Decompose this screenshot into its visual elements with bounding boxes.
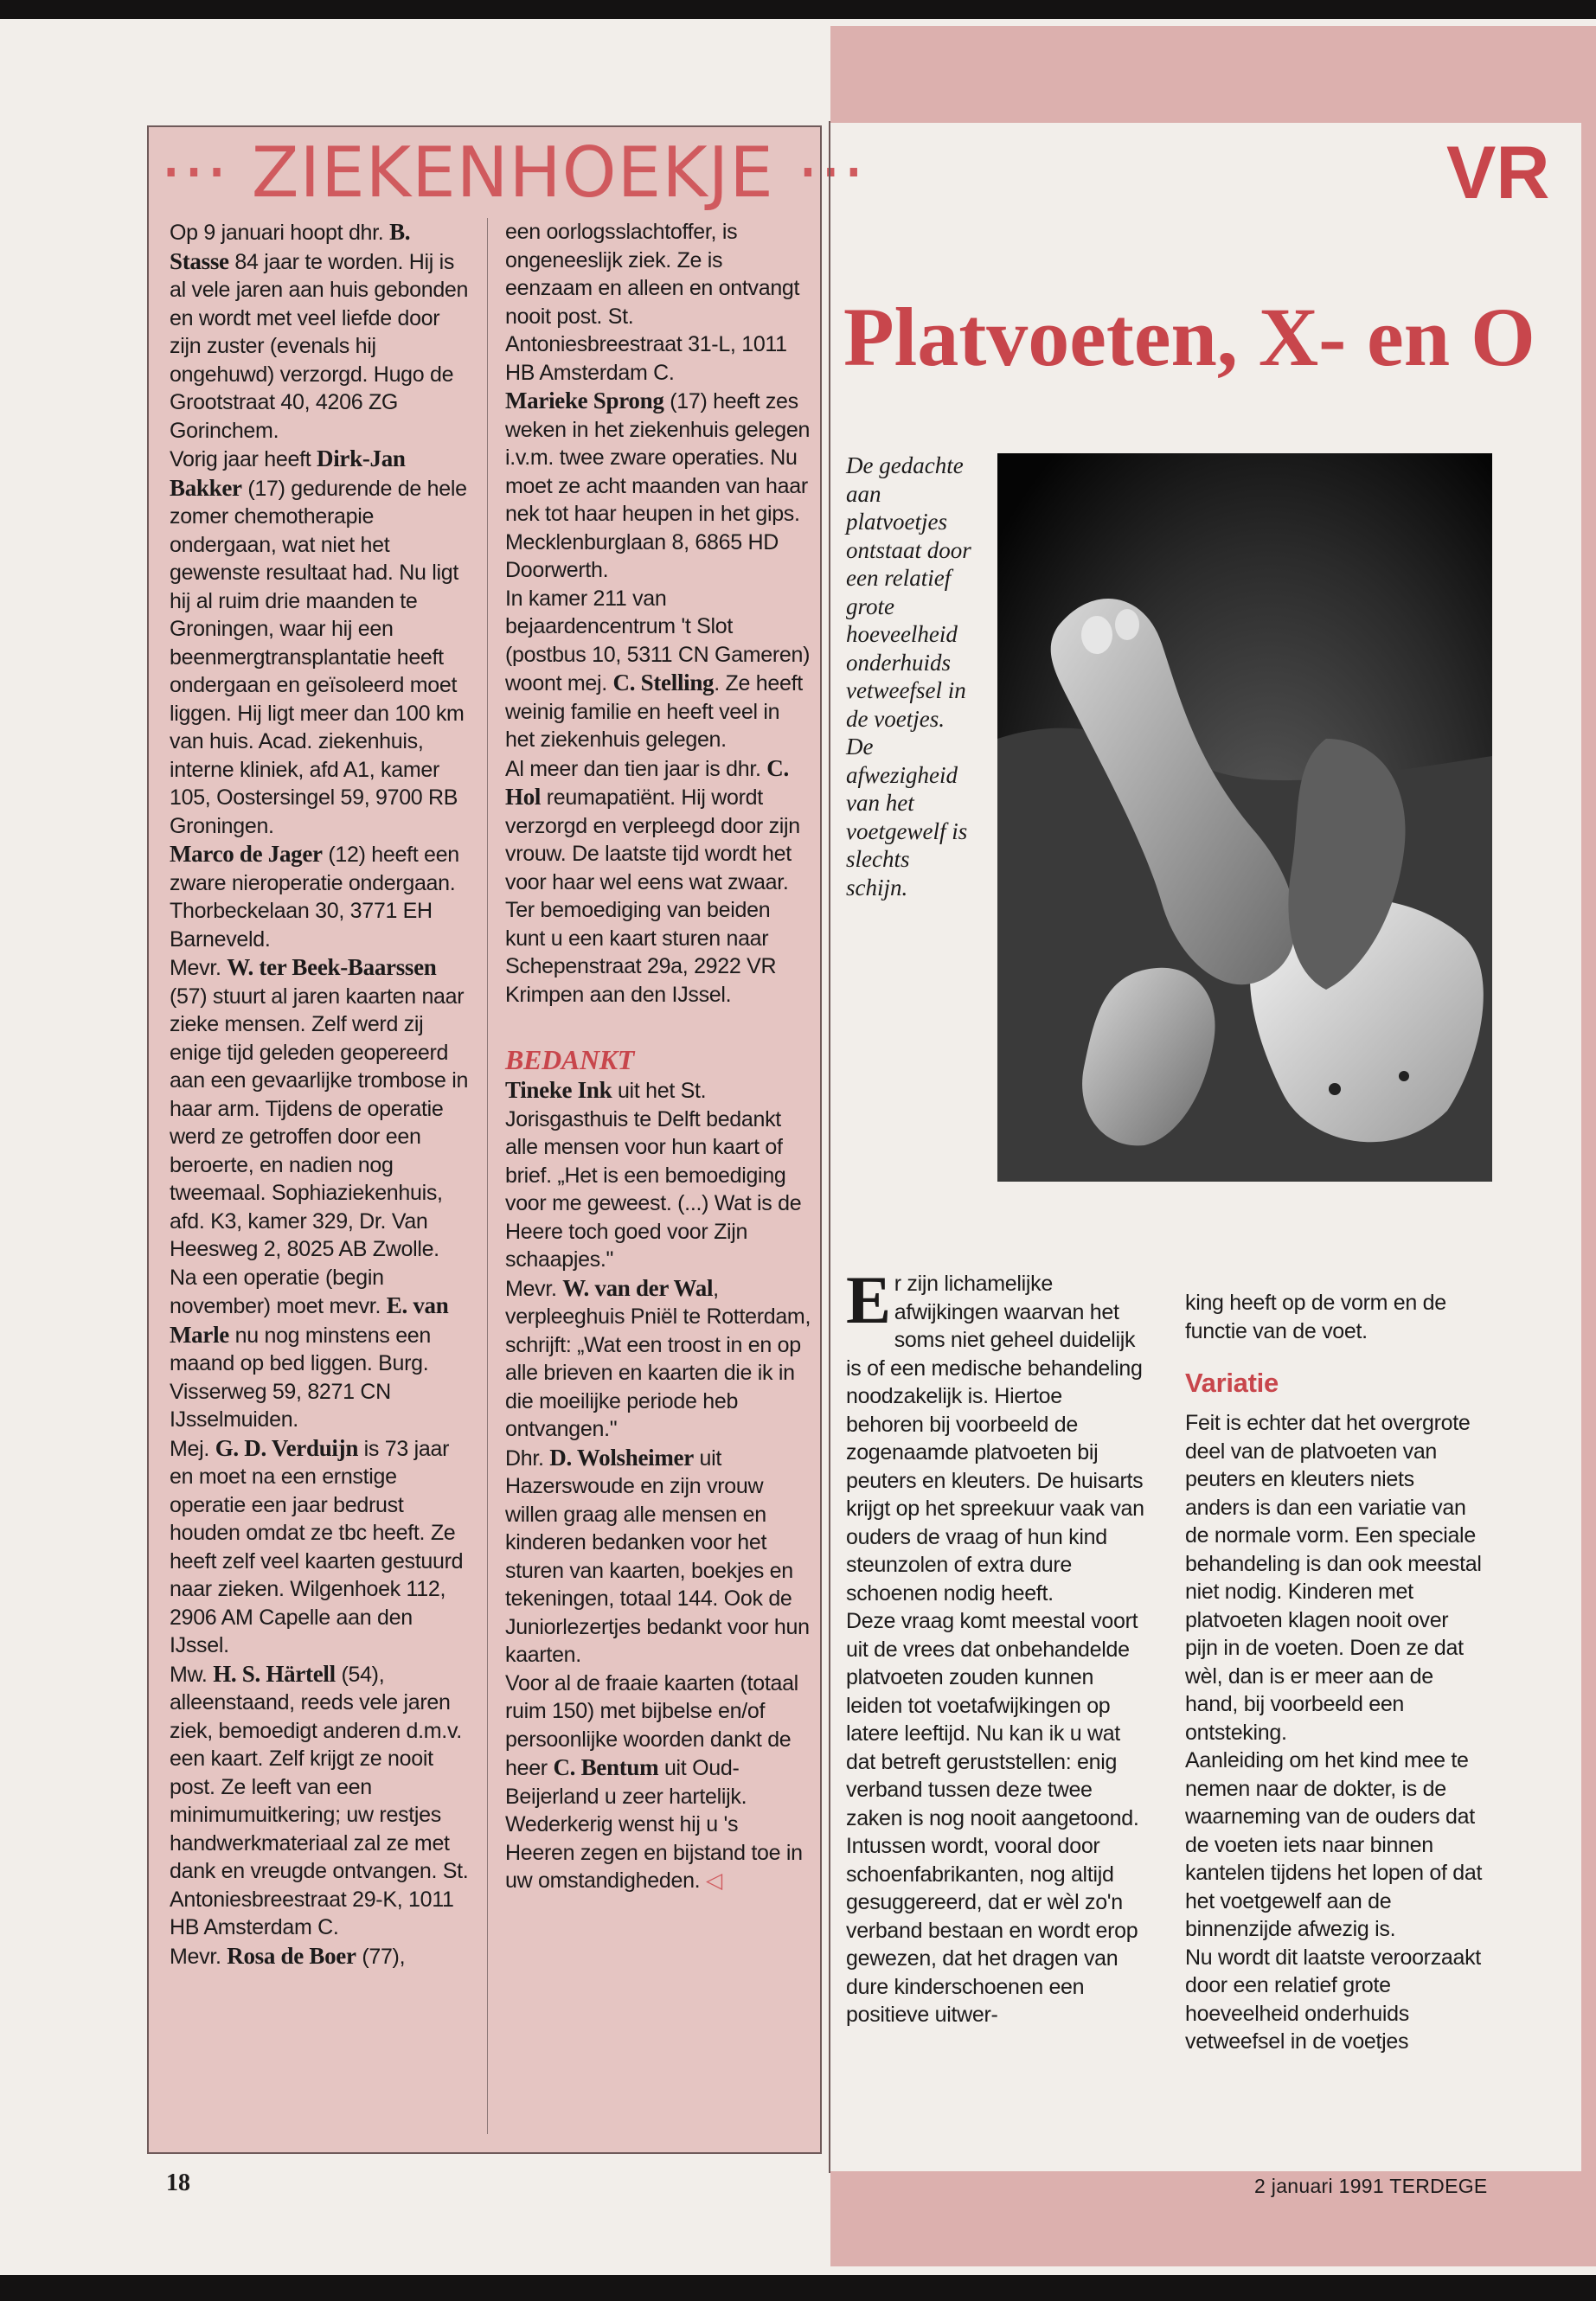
page-number: 18 (166, 2170, 190, 2196)
ziekenhoekje-column-2 (505, 218, 812, 1895)
notice-name: Rosa de Boer (227, 1942, 356, 1969)
notice-name: C. Bentum (553, 1754, 659, 1780)
article-paragraph: Aanleiding om het kind mee te nemen naar de dokter, is de waarneming van de ouders dat de voeten iets naar binnen kantelen tijdens het lopen of dat het voetgewelf aan de binnenzijde afwezig is. (1185, 1748, 1483, 1941)
article-paragraph: Deze vraag komt meestal voort uit de vrees dat onbehandelde platvoeten zouden kunnen leiden tot voetafwijkingen op latere leeftijd. Nu kan ik u wat dat betreft geruststellen: enig verband tussen deze twee zaken is nog nooit aangetoond. Intussen wordt, vooral door schoenfabrikanten, nog altijd gesuggereerd, dat er wèl zo'n verband bestaan en wordt erop gewezen, dat het dragen van dure kinderschoenen een positieve uitwer- (846, 1609, 1139, 2027)
notice-name: Marieke Sprong (505, 388, 664, 413)
article-headline: Platvoeten, X- en O (843, 291, 1535, 383)
notice-name: H. S. Härtell (213, 1660, 336, 1687)
notice-entry (505, 218, 812, 387)
notice-text: Mevr. (170, 956, 228, 980)
ziekenhoekje-title: ··· ZIEKENHOEKJE ··· (160, 132, 866, 213)
notice-text: (17) gedurende de hele zomer chemotherapie ondergaan, wat niet het gewenste resultaat had. Nu ligt hij al ruim drie maanden te Groningen, waar hij een beenmergtransplantatie heeft ondergaan en geïsoleerd moet liggen. Hij ligt meer dan 100 km van huis. Acad. ziekenhuis, interne kliniek, afd A1, kamer 105, Oostersingel 59, 9700 RB Groningen. (170, 476, 467, 838)
notice-text: . Ze heeft weinig familie en heeft veel in het ziekenhuis gelegen. (505, 671, 803, 752)
notice-text: (54), alleenstaand, reeds vele jaren ziek, bemoedigt anderen d.m.v. een kaart. Zelf krijgt ze nooit post. Ze leeft van een minimumuitkering; uw restjes handwerkmateriaal zal ze met dank en vreugde ontvangen. St. Antoniesbreestraat 29-K, 1011 HB Amsterdam C. (170, 1662, 469, 1939)
end-mark-icon: ◁ (705, 1868, 722, 1893)
scan-top-border (0, 0, 1596, 19)
article-column-1 (846, 1262, 1144, 2029)
section-label: VR (1446, 131, 1550, 215)
notice-entry (170, 953, 472, 1264)
photo-caption: De gedachte aan platvoetjes ontstaat door een relatief grote hoeveelheid onderhuids vetweefsel in de voetjes. De afwezigheid van het voetgewelf is slechts schijn. (846, 452, 971, 901)
notice-text: uit Hazerswoude en zijn vrouw willen graag alle mensen en kinderen bedanken voor het sturen van kaarten, boekjes en tekeningen, totaal 144. Ook de Juniorlezertjes bedankt voor hun kaarten. (505, 1445, 810, 1667)
notice-text: Mw. (170, 1662, 214, 1687)
notice-name: C. Hol (505, 754, 789, 810)
right-color-edge (1581, 121, 1596, 2180)
notice-name: W. ter Beek-Baarssen (227, 954, 437, 980)
notice-text: Al meer dan tien jaar is dhr. (505, 756, 767, 781)
article-paragraph: Nu wordt dit laatste veroorzaakt door een relatief grote hoeveelheid onderhuids vetweefsel in de voetjes (1185, 1945, 1481, 2054)
notice-entry (170, 445, 472, 840)
notice-name: G. D. Verduijn (215, 1434, 359, 1461)
notice-text: Dhr. (505, 1445, 550, 1471)
notice-text: Mej. (170, 1436, 215, 1461)
notice-entry (505, 1670, 812, 1895)
headline-clip (830, 277, 1581, 398)
article-column-2 (1185, 1289, 1484, 2056)
notice-text: Na een operatie (begin november) moet mevr. (170, 1265, 387, 1318)
article-paragraph: Feit is echter dat het overgrote deel van de platvoeten van peuters en kleuters niets anders is dan een variatie van de normale vorm. Een speciale behandeling is dan ook meestal niet nodig. Kinderen met platvoeten klagen nooit over pijn in de voeten. Doen ze dat wèl, dan is er meer aan de hand, bij voorbeeld een ontsteking. (1185, 1411, 1482, 1745)
notice-name: D. Wolsheimer (549, 1444, 694, 1471)
notice-text: Voor al de fraaie kaarten (totaal ruim 150) met bijbelse en/of persoonlijke woorden dankt de heer (505, 1670, 798, 1780)
notice-text: (17) heeft zes weken in het ziekenhuis gelegen i.v.m. twee zware operaties. Nu moet ze acht maanden van haar nek tot haar heupen in het gips. Mecklenburglaan 8, 6865 HD Doorwerth. (505, 389, 811, 582)
notice-entry (505, 585, 812, 754)
notice-text: uit Oud-Beijerland u zeer hartelijk. Wederkerig wenst hij u 's Heeren zegen en bijstand toe in uw omstandigheden. (505, 1756, 803, 1893)
publication-date: 2 januari 1991 TERDEGE (1254, 2175, 1488, 2197)
notice-text: is 73 jaar en moet na een ernstige operatie een jaar bedrust houden omdat ze tbc heeft. Ze heeft zelf veel kaarten gestuurd naar zieken. Wilgenhoek 112, 2906 AM Capelle aan den IJssel. (170, 1436, 464, 1657)
notice-entry (505, 1076, 812, 1274)
notice-text: Vorig jaar heeft (170, 447, 317, 471)
notice-entry (170, 840, 472, 953)
notice-entry (170, 1660, 472, 1942)
notice-name: Dirk-Jan Bakker (170, 445, 406, 501)
scan-bottom-border (0, 2275, 1596, 2301)
notice-name: C. Stelling (612, 670, 715, 695)
notice-text: , verpleeghuis Pniël te Rotterdam, schrijft: „Wat een troost in en op alle brieven en kaarten die ik in die moeilijke periode heb ontvangen." (505, 1276, 811, 1441)
article-paragraph (846, 1262, 1144, 1607)
notice-text: nu nog minstens een maand op bed liggen. Burg. Visserweg 59, 8271 CN IJsselmuiden. (170, 1323, 432, 1432)
notice-text: (57) stuurt al jaren kaarten naar zieke mensen. Zelf werd zij enige tijd geleden geopereerd aan een gevaarlijke trombose in haar arm. Tijdens de operatie werd ze getroffen door een beroerte, en nadien nog tweemaal. Sophiaziekenhuis, afd. K3, kamer 329, Dr. Van Heesweg 2, 8025 AB Zwolle. (170, 984, 469, 1261)
notice-text: (77), (356, 1944, 406, 1969)
top-color-strip (830, 26, 1596, 123)
notice-text: Mevr. (170, 1944, 228, 1969)
notice-text: Op 9 januari hoopt dhr. (170, 221, 390, 245)
notice-name: Tineke Ink (505, 1077, 612, 1103)
notice-text: Mevr. (505, 1276, 563, 1301)
column-divider (487, 218, 488, 2134)
notice-entry (505, 1444, 812, 1670)
notice-text: reumapatiënt. Hij wordt verzorgd en verpleegd door zijn vrouw. De laatste tijd wordt het voor haar wel eens wat zwaar. Ter bemoediging van beiden kunt u een kaart sturen naar Schepenstraat 29a, 2922 VR Krimpen aan den IJssel. (505, 785, 800, 1007)
photo-illustration (997, 453, 1492, 1182)
notice-entry (505, 387, 812, 585)
notice-name: Marco de Jager (170, 841, 323, 867)
notice-entry (170, 1942, 472, 1971)
article-col1-text-1: r zijn lichamelijke afwijkingen waarvan het soms niet geheel duidelijk is of een medische behandeling noodzakelijk is. Hiertoe behoren bij voorbeeld de zogenaamde platvoeten bij peuters en kleuters. De huisarts krijgt op het spreekuur vaak van ouders de vraag of hun kind steunzolen of extra dure schoenen nodig heeft. (846, 1272, 1144, 1606)
bedankt-heading: BEDANKT (505, 1044, 635, 1075)
notice-entry (505, 1274, 812, 1444)
notice-entry (170, 1434, 472, 1660)
article-paragraph: king heeft op de vorm en de functie van de voet. (1185, 1291, 1446, 1343)
baby-feet-photo (997, 453, 1492, 1182)
notice-text: 84 jaar te worden. Hij is al vele jaren aan huis gebonden en wordt met veel liefde door zijn zuster (evenals hij ongehuwd) verzorgd. Hugo de Grootstraat 40, 4206 ZG Gorinchem. (170, 249, 469, 443)
notice-name: E. van Marle (170, 1292, 449, 1348)
notice-text: een oorlogsslachtoffer, is ongeneeslijk ziek. Ze is eenzaam en alleen en ontvangt nooit post. St. Antoniesbreestraat 31-L, 1011 HB Amsterdam C. (505, 220, 800, 385)
subheading-variatie: Variatie (1185, 1368, 1279, 1398)
notice-entry (170, 218, 472, 445)
notice-text: uit het St. Jorisgasthuis te Delft bedankt alle mensen voor hun kaart of brief. „Het is een bemoediging voor me geweest. (...) Wat is de Heere toch goed voor Zijn schaapjes." (505, 1079, 802, 1272)
notice-name: W. van der Wal (562, 1274, 714, 1301)
notice-text: (12) heeft een zware nieroperatie ondergaan. Thorbeckelaan 30, 3771 EH Barneveld. (170, 843, 459, 952)
ziekenhoekje-column-1 (170, 218, 472, 1971)
drop-cap: E (846, 1262, 891, 1337)
notice-entry (505, 754, 812, 1009)
notice-name: B. Stasse (170, 219, 411, 274)
notice-entry (170, 1264, 472, 1434)
notice-text: In kamer 211 van bejaardencentrum 't Slot (postbus 10, 5311 CN Gameren) woont mej. (505, 586, 811, 695)
